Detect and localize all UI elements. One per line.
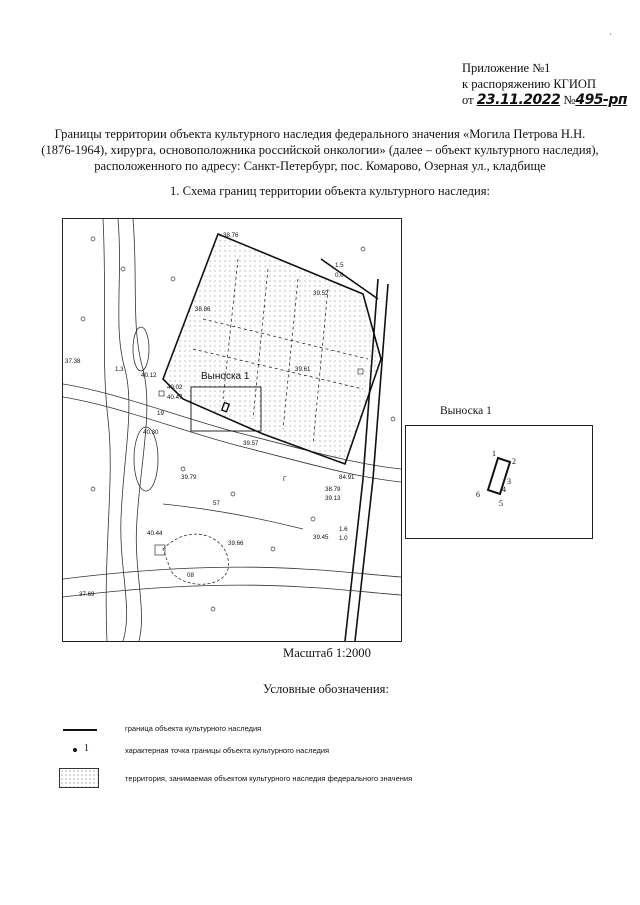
map-mark: 08 [187, 572, 194, 579]
inset-point-label: 3 [507, 477, 511, 486]
document-title: Границы территории объекта культурного наследия федерального значения «Могила Петрова Н.Н. (1876-1964), хирурга, основоположника российской онкологии» (далее – объект культурного наследия), расположенного по адресу: Санкт-Петербург, пос. Комарово, Озерная ул., кладбище [41, 127, 599, 173]
map-mark: 1.6 [339, 526, 348, 533]
inset-drawing [406, 426, 592, 538]
elevation-label: 37.38 [65, 358, 81, 365]
elevation-label: 38.86 [195, 306, 211, 313]
inset-point-label: 6 [476, 490, 480, 499]
elevation-label: 39.13 [325, 495, 341, 502]
appendix-date-line [462, 92, 627, 108]
legend-text: характерная точка границы объекта культурного наследия [125, 746, 330, 755]
inset-title: Выноска 1 [440, 405, 492, 417]
map-inset-label: Выноска 1 [201, 371, 250, 382]
elevation-label: 40.02 [167, 384, 183, 391]
territory-area-symbol [59, 768, 99, 788]
map-mark: 1.3 [115, 366, 124, 373]
section-heading: 1. Схема границ территории объекта культурного наследия: [170, 184, 490, 198]
map-drawing [63, 219, 401, 641]
elevation-label: 37.69 [79, 591, 95, 598]
inset-point-label: 5 [499, 499, 503, 508]
elevation-label: 39.61 [295, 366, 311, 373]
inset-frame-detail [405, 425, 593, 539]
legend-text: территория, занимаемая объектом культурного наследия федерального значения [125, 774, 413, 783]
inset-polygon [488, 458, 510, 494]
elevation-label: 39.79 [181, 474, 197, 481]
elevation-label: 40.47 [167, 394, 183, 401]
map-mark: Г [283, 476, 287, 483]
elevation-label: 40.44 [147, 530, 163, 537]
legend-text: граница объекта культурного наследия [125, 724, 262, 733]
elevation-label: 39.52 [313, 290, 329, 297]
inset-points [476, 449, 516, 508]
inset-point-label: 2 [512, 457, 516, 466]
elevation-label: 39.45 [313, 534, 329, 541]
elevation-label: 40.30 [143, 429, 159, 436]
legend-title: Условные обозначения: [263, 682, 389, 696]
scale-label: Масштаб 1:2000 [283, 646, 371, 660]
appendix-block [462, 60, 627, 108]
elevation-label: 84.91 [339, 474, 355, 481]
date-value: 23.11.2022 [476, 92, 561, 108]
elevation-label: 38.79 [325, 486, 341, 493]
map-mark: 1.0 [339, 535, 348, 542]
elevation-label: 40.12 [141, 372, 157, 379]
boundary-line-symbol [63, 729, 97, 731]
boundary-map [62, 218, 402, 642]
elevation-label: 38.76 [223, 232, 239, 239]
inset-point-label: 4 [502, 485, 506, 494]
point-symbol-label: 1 [84, 743, 89, 754]
inset-point-label: 1 [492, 449, 496, 458]
map-mark: 19 [157, 410, 164, 417]
appendix-line2: к распоряжению КГИОП [462, 77, 596, 91]
elevation-label: 39.57 [243, 440, 259, 447]
map-mark: 57 [213, 500, 220, 507]
cemetery-area [163, 234, 381, 464]
map-mark: 0.6 [335, 272, 344, 279]
appendix-line1: Приложение №1 [462, 61, 551, 75]
map-mark: 1.5 [335, 262, 344, 269]
number-prefix: № [563, 93, 576, 107]
date-prefix: от [462, 93, 474, 107]
number-value: 495-рп [575, 92, 628, 108]
corner-mark: · [609, 30, 612, 39]
point-dot-symbol [73, 748, 77, 752]
elevation-label: 39.66 [228, 540, 244, 547]
